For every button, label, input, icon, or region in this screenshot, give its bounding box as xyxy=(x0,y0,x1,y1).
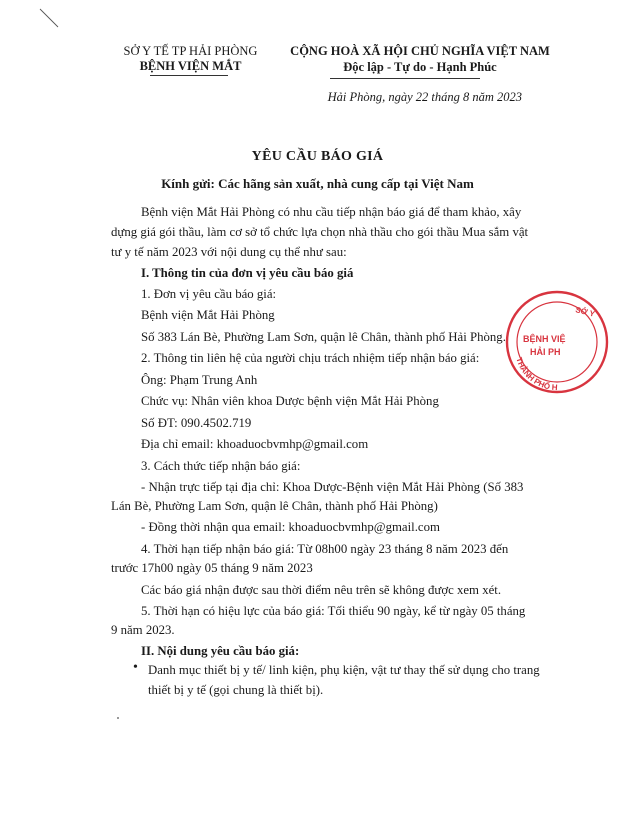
stamp-text-top: SỞ Y xyxy=(574,305,596,319)
item-5-line-1: 5. Thời hạn có hiệu lực của báo giá: Tối thiểu 90 ngày, kể từ ngày 05 tháng xyxy=(141,604,526,618)
hospital-name: BỆNH VIỆN MẮT xyxy=(139,59,242,73)
contact-email: Địa chỉ email: khoaduocbvmhp@gmail.com xyxy=(141,437,369,451)
country-name: CỘNG HOÀ XÃ HỘI CHỦ NGHĨA VIỆT NAM xyxy=(290,44,550,58)
contact-name: Ông: Phạm Trung Anh xyxy=(141,373,258,387)
item-2-label: 2. Thông tin liên hệ của người chịu trách nhiệm tiếp nhận báo giá: xyxy=(141,351,480,365)
intro-line-2: dựng giá gói thầu, làm cơ sở tổ chức lựa chọn nhà thầu cho gói thầu Mua sắm vật xyxy=(111,225,529,239)
document-title: YÊU CẦU BÁO GIÁ xyxy=(251,149,384,164)
header-left xyxy=(103,44,278,74)
stamp-arc-path: THÀNH PHỐ H xyxy=(514,356,558,393)
item-4-line-2: trước 17h00 ngày 05 tháng 9 năm 2023 xyxy=(111,561,313,575)
item-3-email: - Đồng thời nhận qua email: khoaduocbvmhp@gmail.com xyxy=(141,520,440,534)
contact-phone: Số ĐT: 090.4502.719 xyxy=(141,416,252,430)
item-4-note: Các báo giá nhận được sau thời điểm nêu trên sẽ không được xem xét. xyxy=(141,583,502,597)
scan-dot xyxy=(117,717,119,719)
bullet-marker: • xyxy=(133,660,138,675)
contact-role: Chức vụ: Nhân viên khoa Dược bệnh viện Mắt Hải Phòng xyxy=(141,394,439,408)
ministry-name: SỞ Y TẾ TP HẢI PHÒNG xyxy=(123,44,258,58)
bullet-1-line-1: Danh mục thiết bị y tế/ linh kiện, phụ kiện, vật tư thay thế sử dụng cho trang xyxy=(148,663,540,677)
intro-line-3: tư y tế năm 2023 với nội dung cụ thể như sau: xyxy=(111,245,347,259)
stamp-text-arc xyxy=(514,356,558,392)
item-4-line-1: 4. Thời hạn tiếp nhận báo giá: Từ 08h00 ngày 23 tháng 8 năm 2023 đến xyxy=(141,542,509,556)
official-stamp xyxy=(503,288,611,396)
scan-artifact-mark xyxy=(38,8,60,28)
item-1-label: 1. Đơn vị yêu cầu báo giá: xyxy=(141,287,277,301)
recipient-line: Kính gửi: Các hãng sản xuất, nhà cung cấp tại Việt Nam xyxy=(161,176,474,191)
item-1-address: Số 383 Lán Bè, Phường Lam Sơn, quận lê Chân, thành phố Hải Phòng. xyxy=(141,330,506,344)
item-3-label: 3. Cách thức tiếp nhận báo giá: xyxy=(141,459,301,473)
item-1-name: Bệnh viện Mắt Hải Phòng xyxy=(141,308,275,322)
item-3-direct-line-1: - Nhận trực tiếp tại địa chỉ: Khoa Dược-Bệnh viện Mắt Hải Phòng (Số 383 xyxy=(141,480,524,494)
section-2-heading: II. Nội dung yêu cầu báo giá: xyxy=(141,644,300,658)
section-1-heading: I. Thông tin của đơn vị yêu cầu báo giá xyxy=(141,266,354,280)
bullet-1-line-2: thiết bị y tế (gọi chung là thiết bị). xyxy=(148,683,324,697)
header-right-underline xyxy=(330,78,480,79)
item-3-direct-line-2: Lán Bè, Phường Lam Sơn, quận lê Chân, thành phố Hải Phòng) xyxy=(111,499,438,513)
header-right xyxy=(275,43,565,75)
national-motto: Độc lập - Tự do - Hạnh Phúc xyxy=(343,60,497,74)
stamp-text-mid2: HẢI PH xyxy=(530,347,561,357)
stamp-text-mid1: BỆNH VIỆ xyxy=(523,334,566,344)
header-left-underline xyxy=(150,75,228,76)
item-5-line-2: 9 năm 2023. xyxy=(111,623,175,637)
date-line: Hải Phòng, ngày 22 tháng 8 năm 2023 xyxy=(327,90,522,104)
intro-line-1: Bệnh viện Mắt Hải Phòng có nhu cầu tiếp nhận báo giá để tham khảo, xây xyxy=(141,205,522,219)
